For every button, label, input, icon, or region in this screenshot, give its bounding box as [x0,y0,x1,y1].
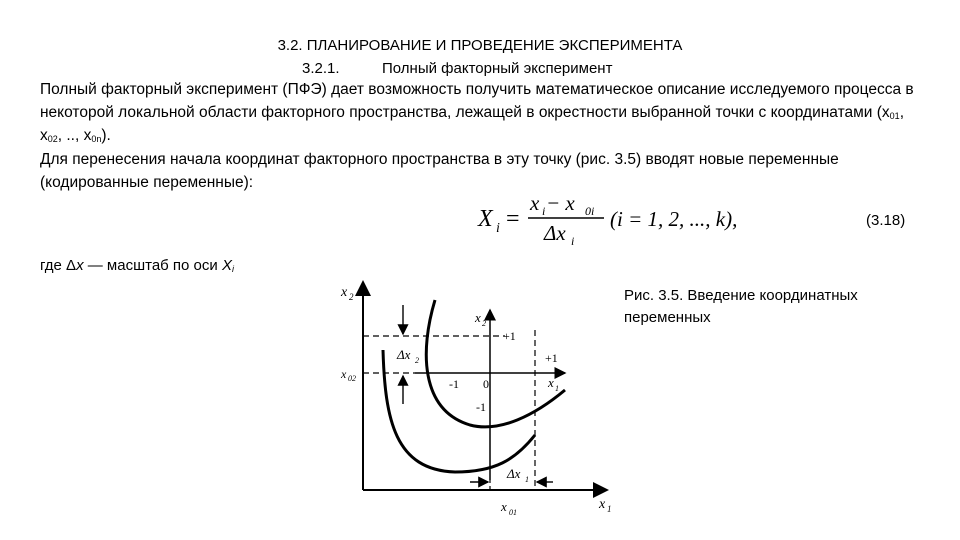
plus1-x-label: +1 [545,351,558,365]
formula-3-18 [458,190,758,250]
paragraph-pfe-description [40,78,920,147]
local-x1-sub: 1 [555,384,559,393]
formula-numerator: x [530,191,540,215]
x01-sub: 01 [509,508,517,517]
paragraph-sep: , x [40,104,904,144]
plus1-y-label: +1 [503,329,516,343]
where-middle: — масштаб по оси [83,257,222,274]
response-curve-lower [383,350,535,472]
scale-definition [40,257,234,274]
x02-sub: 02 [348,374,356,383]
subsection-heading [302,60,612,77]
section-heading: 3.2. ПЛАНИРОВАНИЕ И ПРОВЕДЕНИЕ ЭКСПЕРИМЕНТА [277,37,683,54]
figure-caption: Рис. 3.5. Введение координатных переменных [624,287,858,326]
subscript: 01 [889,111,900,121]
formula-num-sub: i [542,204,546,218]
formula-equals: = [506,206,520,232]
where-x: x [76,257,84,274]
formula-num-sub2: 0i [585,204,595,218]
formula-num-minus: − x [546,191,575,215]
minus1-x-label: -1 [449,377,459,391]
x2-axis-sub: 2 [349,292,354,302]
where-axis-sub: i [231,264,234,274]
dx1-label: Δx [507,466,521,481]
where-prefix: где Δ [40,257,77,274]
x2-axis-label: x [341,285,348,300]
local-x2-label: x [475,310,481,325]
formula-lhs: X [478,206,493,232]
subscript: 0n [91,134,102,144]
formula-den-sub: i [571,234,575,248]
figure-3-5-coordinate-diagram [335,270,615,520]
paragraph-end: ). [101,127,111,144]
paragraph-sep: , .., x [57,127,92,144]
subscript: 02 [47,134,58,144]
formula-denominator: Δx [544,221,566,245]
dx2-sub: 2 [415,356,419,365]
dx1-sub: 1 [525,475,529,484]
x1-axis-label: x [599,497,606,512]
local-x1-label: x [548,375,554,390]
formula-lhs-sub: i [496,221,500,236]
paragraph-coordinate-transfer: Для перенесения начала координат факторного пространства в эту точку (рис. 3.5) вводят новые переменные (кодированные переменные): [40,151,839,191]
subsection-title: Полный факторный эксперимент [382,60,613,77]
where-axis: X [221,257,232,274]
x01-label: x [501,499,507,514]
local-x2-sub: 2 [482,319,486,328]
equation-number: (3.18) [866,212,906,229]
paragraph-text: Полный факторный эксперимент (ПФЭ) дает возможность получить математическое описание исследуемого процесса в некоторой локальной области факторного пространства, лежащей в окрестности выбранной точки с координатами (x [40,81,914,121]
minus1-y-label: -1 [476,400,486,414]
x02-label: x [341,367,347,381]
formula-range: (i = 1, 2, ..., k), [610,207,738,231]
zero-label: 0 [483,377,489,391]
x1-axis-sub: 1 [607,504,612,514]
dx2-label: Δx [397,347,411,362]
subsection-number: 3.2.1. [302,60,340,77]
